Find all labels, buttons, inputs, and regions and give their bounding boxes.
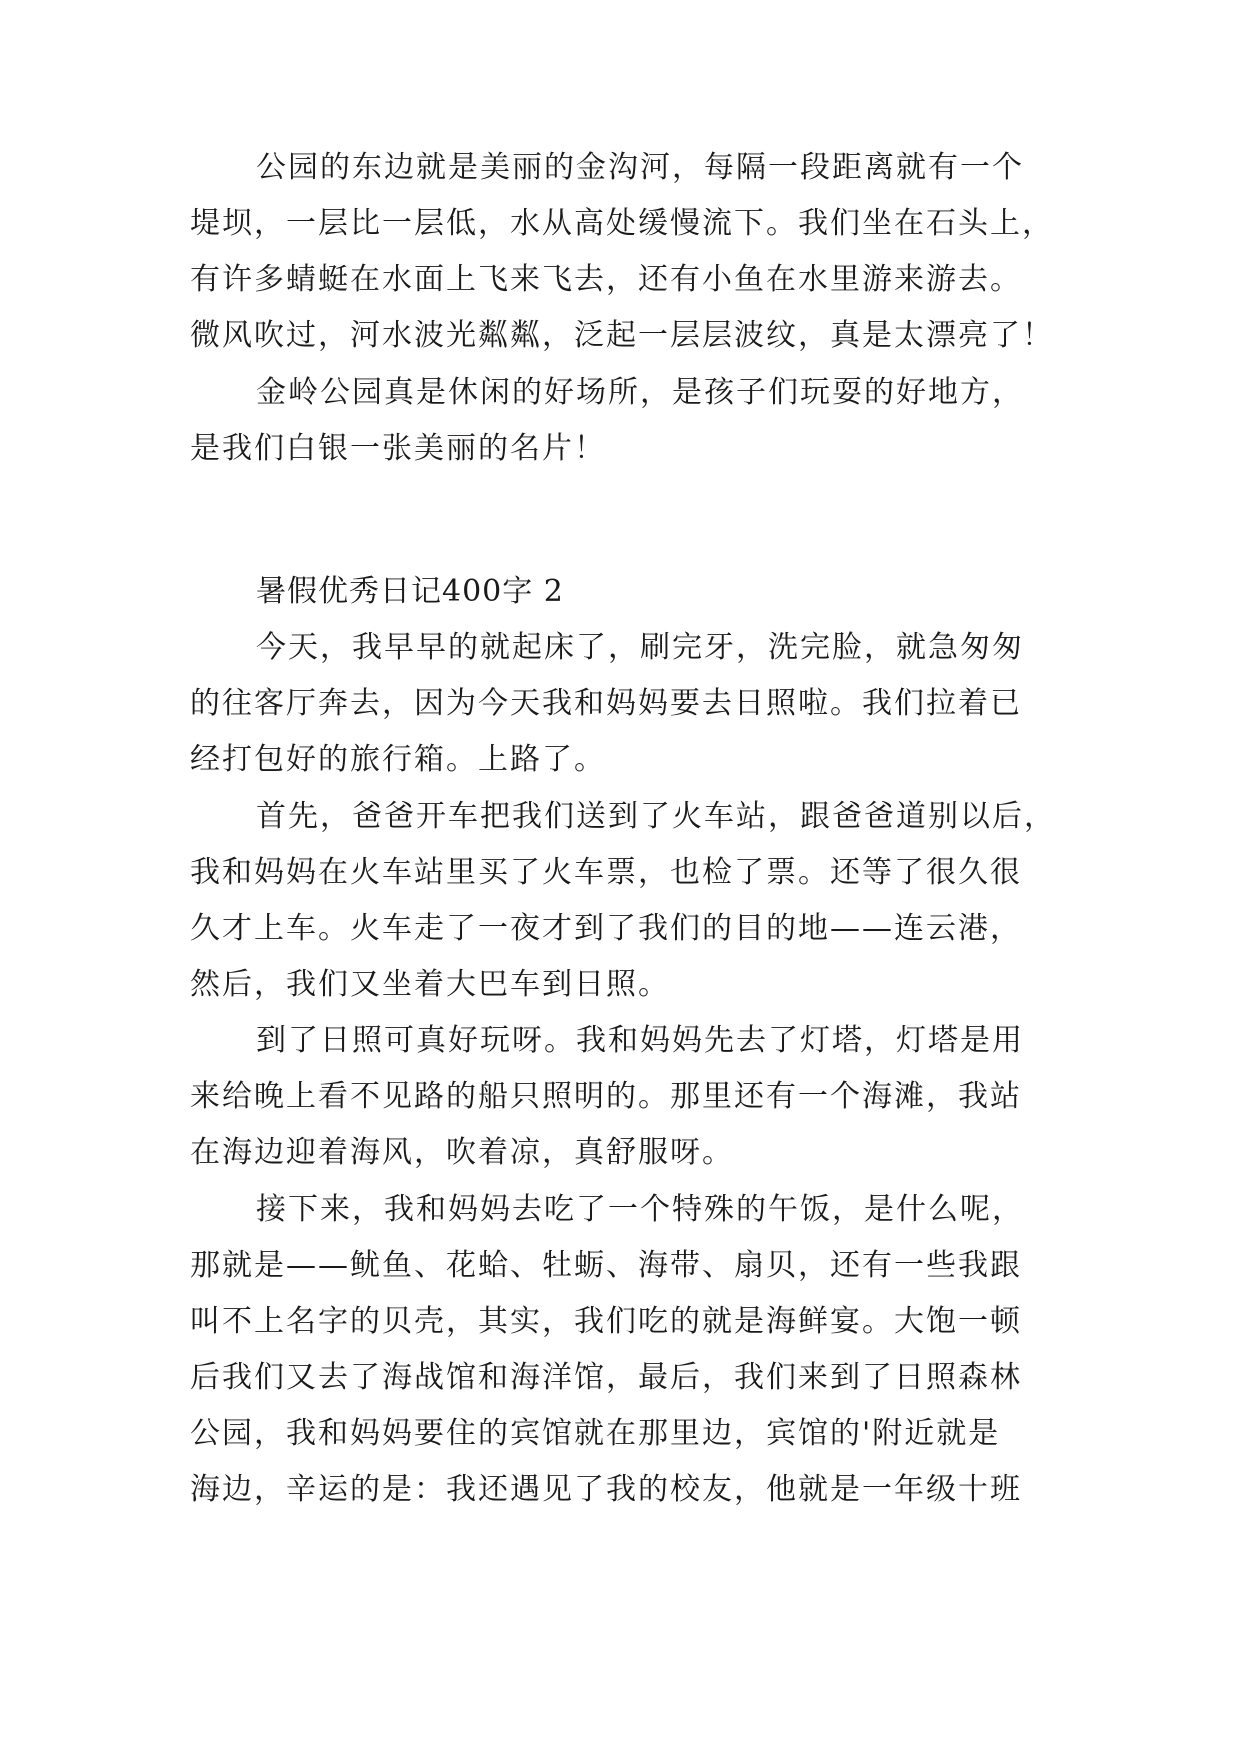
section-heading: 暑假优秀日记400字 2: [256, 574, 564, 609]
paragraph-line: 微风吹过，河水波光粼粼，泛起一层层波纹，真是太漂亮了！: [190, 318, 1054, 353]
paragraph-line: 公园的东边就是美丽的金沟河，每隔一段距离就有一个: [256, 150, 1024, 185]
paragraph-line: 来给晚上看不见路的船只照明的。那里还有一个海滩，我站: [190, 1079, 1022, 1114]
paragraph-line: 海边，辛运的是：我还遇见了我的校友，他就是一年级十班: [190, 1472, 1022, 1507]
paragraph-line: 有许多蜻蜓在水面上飞来飞去，还有小鱼在水里游来游去。: [190, 262, 1022, 297]
paragraph-line: 久才上车。火车走了一夜才到了我们的目的地——连云港，: [190, 911, 1022, 946]
paragraph-line: 的往客厅奔去，因为今天我和妈妈要去日照啦。我们拉着已: [190, 686, 1022, 721]
paragraph-line: 今天，我早早的就起床了，刷完牙，洗完脸，就急匆匆: [256, 630, 1024, 665]
paragraph-line: 公园，我和妈妈要住的宾馆就在那里边，宾馆的'附近就是: [190, 1416, 1001, 1451]
paragraph-line: 堤坝，一层比一层低，水从高处缓慢流下。我们坐在石头上，: [190, 206, 1054, 241]
paragraph-line: 在海边迎着海风，吹着凉，真舒服呀。: [190, 1135, 734, 1170]
paragraph-line: 后我们又去了海战馆和海洋馆，最后，我们来到了日照森林: [190, 1360, 1022, 1395]
paragraph-line: 金岭公园真是休闲的好场所，是孩子们玩耍的好地方，: [256, 375, 1024, 410]
paragraph-line: 经打包好的旅行箱。上路了。: [190, 742, 606, 777]
paragraph-line: 首先，爸爸开车把我们送到了火车站，跟爸爸道别以后，: [256, 799, 1056, 834]
paragraph-line: 到了日照可真好玩呀。我和妈妈先去了灯塔，灯塔是用: [256, 1023, 1024, 1058]
paragraph-line: 我和妈妈在火车站里买了火车票，也检了票。还等了很久很: [190, 855, 1022, 890]
paragraph-line: 接下来，我和妈妈去吃了一个特殊的午饭，是什么呢，: [256, 1192, 1024, 1227]
paragraph-line: 叫不上名字的贝壳，其实，我们吃的就是海鲜宴。大饱一顿: [190, 1304, 1022, 1339]
paragraph-line: 然后，我们又坐着大巴车到日照。: [190, 967, 670, 1002]
paragraph-line: 那就是——鱿鱼、花蛤、牡蛎、海带、扇贝，还有一些我跟: [190, 1248, 1022, 1283]
paragraph-line: 是我们白银一张美丽的名片！: [190, 431, 606, 466]
